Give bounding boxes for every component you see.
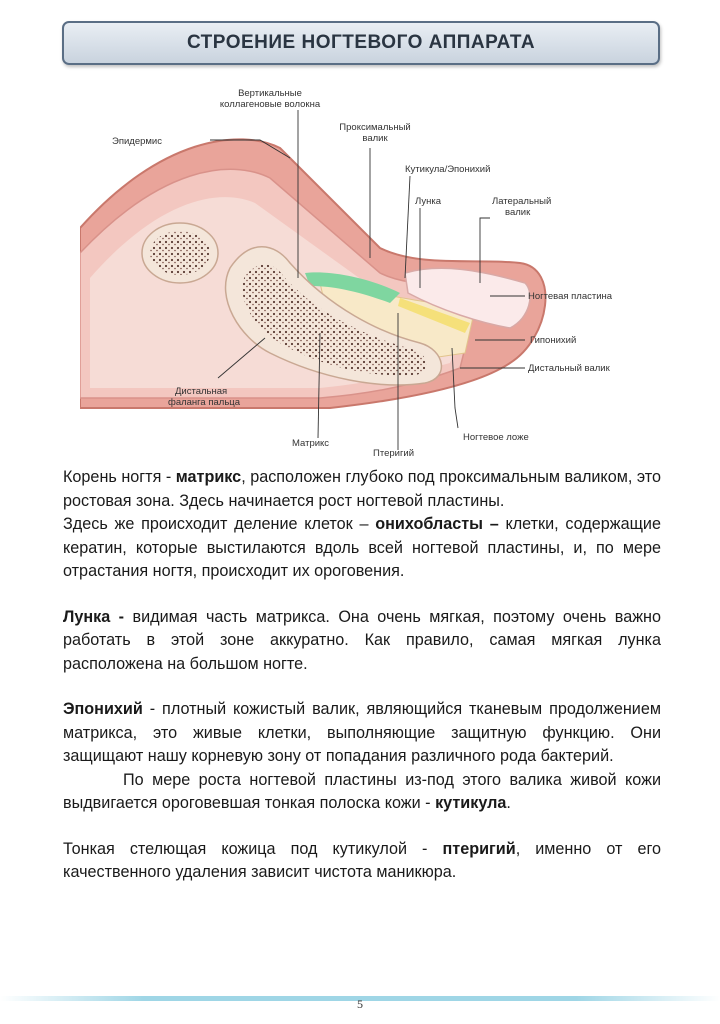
label-proximal-2: валик [362,133,388,144]
label-pterygium: Птеригий [373,448,415,458]
paragraph-cuticle: По мере роста ногтевой пластины из-под этого валика живой кожи выдвигается ороговевшая тонкая полоска кожи - кутикула. [63,770,661,812]
label-lateral-2: валик [505,207,531,218]
label-distal-fold: Дистальный валик [528,363,610,374]
paragraph-eponychium: Эпонихий - плотный кожистый валик, являющийся тканевым продолжением матрикса, это живые клетки, выполняющие защитную функцию. Они защищают нашу корневую зону от попадания различного рода бактерий. [63,700,661,765]
paragraph-onychoblasts: Здесь же происходит деление клеток – онихобласты – клетки, содержащие кератин, которые выстилаются вдоль всей ногтевой пластины, и, по мере отрастания ногтя, происходит их ороговения. [63,515,661,580]
label-phalanx-1: Дистальная [175,386,228,397]
label-epidermis: Эпидермис [112,136,162,147]
middle-bone-marrow [150,231,210,275]
label-cuticle: Кутикула/Эпонихий [405,164,491,175]
label-nail-plate: Ногтевая пластина [528,291,613,302]
label-collagen-2: коллагеновые волокна [219,99,321,110]
title-banner [62,21,660,65]
label-hyponychium: Гипонихий [530,335,577,346]
page-title: СТРОЕНИЕ НОГТЕВОГО АППАРАТА [186,32,536,53]
nail-anatomy-diagram [80,78,660,458]
label-matrix: Матрикс [292,438,330,449]
label-proximal-1: Проксимальный [339,122,411,133]
paragraph-lunula: Лунка - видимая часть матрикса. Она очень мягкая, поэтому очень важно работать в этой зоне аккуратно. Как правило, самая мягкая лунка расположена на большом ногте. [63,607,661,673]
page-number: 5 [357,997,363,1011]
label-collagen-1: Вертикальные [238,88,302,99]
label-phalanx-2: фаланга пальца [168,397,240,408]
label-lunula: Лунка [415,196,441,207]
label-nail-bed: Ногтевое ложе [463,432,529,443]
paragraph-pterygium: Тонкая стелющая кожица под кутикулой - птеригий, именно от его качественного удаления зависит чистота маникюра. [63,839,661,881]
paragraph-matrix: Корень ногтя - матрикс, расположен глубоко под проксимальным валиком, это ростовая зона. Здесь начинается рост ногтевой пластины. [63,468,661,510]
nail-anatomy-svg [80,78,660,458]
label-lateral-1: Латеральный [492,196,552,207]
body-text [63,466,661,885]
